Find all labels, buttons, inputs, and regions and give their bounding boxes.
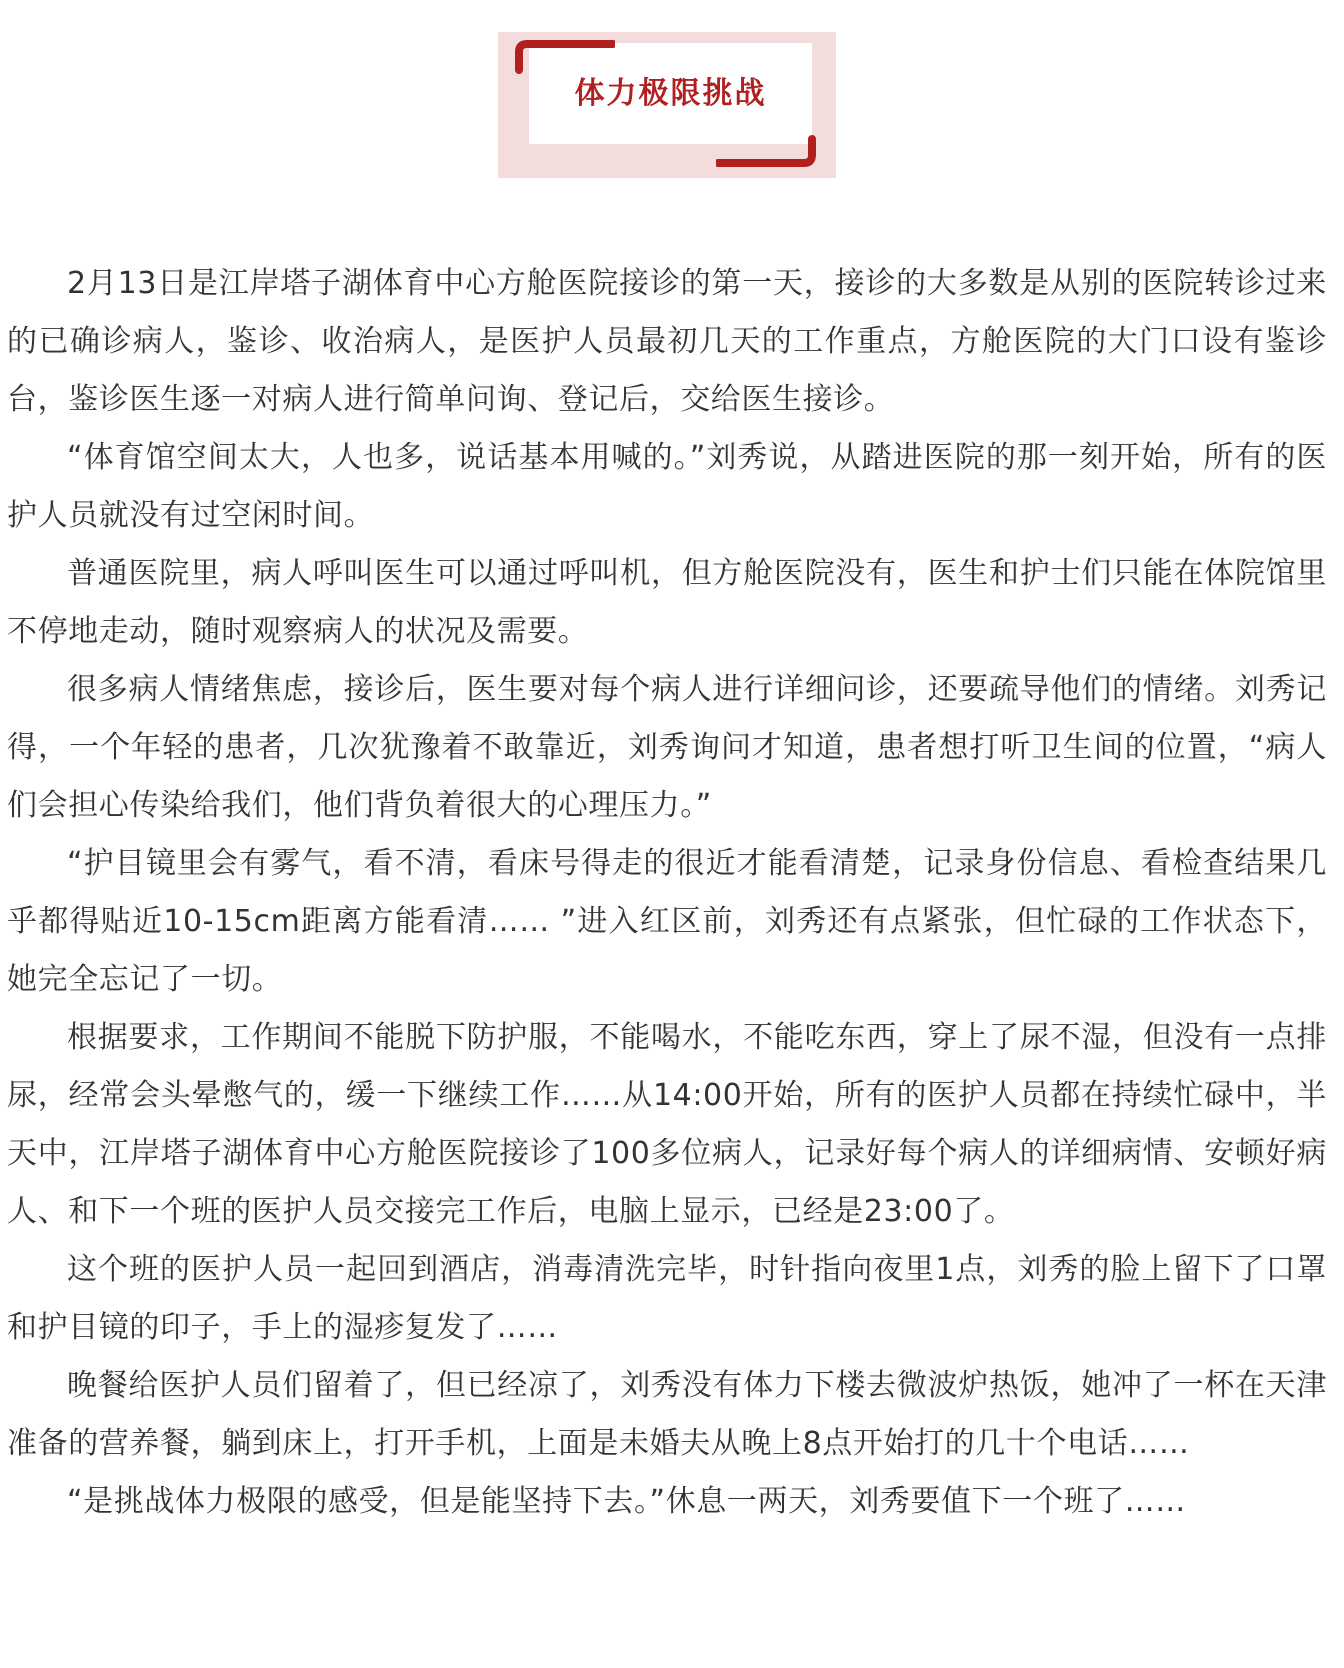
paragraph: 2月13日是江岸塔子湖体育中心方舱医院接诊的第一天，接诊的大多数是从别的医院转诊过来的已确诊病人，鉴诊、收治病人，是医护人员最初几天的工作重点，方舱医院的大门口设有鉴诊台，鉴诊医生逐一对病人进行简单问询、登记后，交给医生接诊。 bbox=[7, 266, 1327, 417]
section-title: 体力极限挑战 bbox=[574, 76, 767, 111]
paragraph: 根据要求，工作期间不能脱下防护服，不能喝水，不能吃东西，穿上了尿不湿，但没有一点排尿，经常会头晕憋气的，缓一下继续工作……从14:00开始，所有的医护人员都在持续忙碌中，半天中，江岸塔子湖体育中心方舱医院接诊了100多位病人，记录好每个病人的详细病情、安顿好病人、和下一个班的医护人员交接完工作后，电脑上显示，已经是23:00了。 bbox=[7, 1020, 1327, 1229]
article-body bbox=[7, 255, 1327, 1531]
paragraph: 晚餐给医护人员们留着了，但已经凉了，刘秀没有体力下楼去微波炉热饭，她冲了一杯在天津准备的营养餐，躺到床上，打开手机，上面是未婚夫从晚上8点开始打的几十个电话…… bbox=[7, 1368, 1327, 1461]
paragraph: 很多病人情绪焦虑，接诊后，医生要对每个病人进行详细问诊，还要疏导他们的情绪。刘秀记得，一个年轻的患者，几次犹豫着不敢靠近，刘秀询问才知道，患者想打听卫生间的位置，“病人们会担心传染给我们，他们背负着很大的心理压力。” bbox=[7, 672, 1327, 823]
paragraph: “护目镜里会有雾气，看不清，看床号得走的很近才能看清楚，记录身份信息、看检查结果几乎都得贴近10-15cm距离方能看清…… ”进入红区前，刘秀还有点紧张，但忙碌的工作状态下，她完全忘记了一切。 bbox=[7, 846, 1327, 997]
paragraph: 普通医院里，病人呼叫医生可以通过呼叫机，但方舱医院没有，医生和护士们只能在体院馆里不停地走动，随时观察病人的状况及需要。 bbox=[7, 556, 1327, 649]
paragraph: 这个班的医护人员一起回到酒店，消毒清洗完毕，时针指向夜里1点，刘秀的脸上留下了口罩和护目镜的印子，手上的湿疹复发了…… bbox=[7, 1252, 1327, 1345]
paragraph: “是挑战体力极限的感受，但是能坚持下去。”休息一两天，刘秀要值下一个班了…… bbox=[67, 1484, 1186, 1519]
paragraph: “体育馆空间太大，人也多，说话基本用喊的。”刘秀说，从踏进医院的那一刻开始，所有的医护人员就没有过空闲时间。 bbox=[7, 440, 1327, 533]
